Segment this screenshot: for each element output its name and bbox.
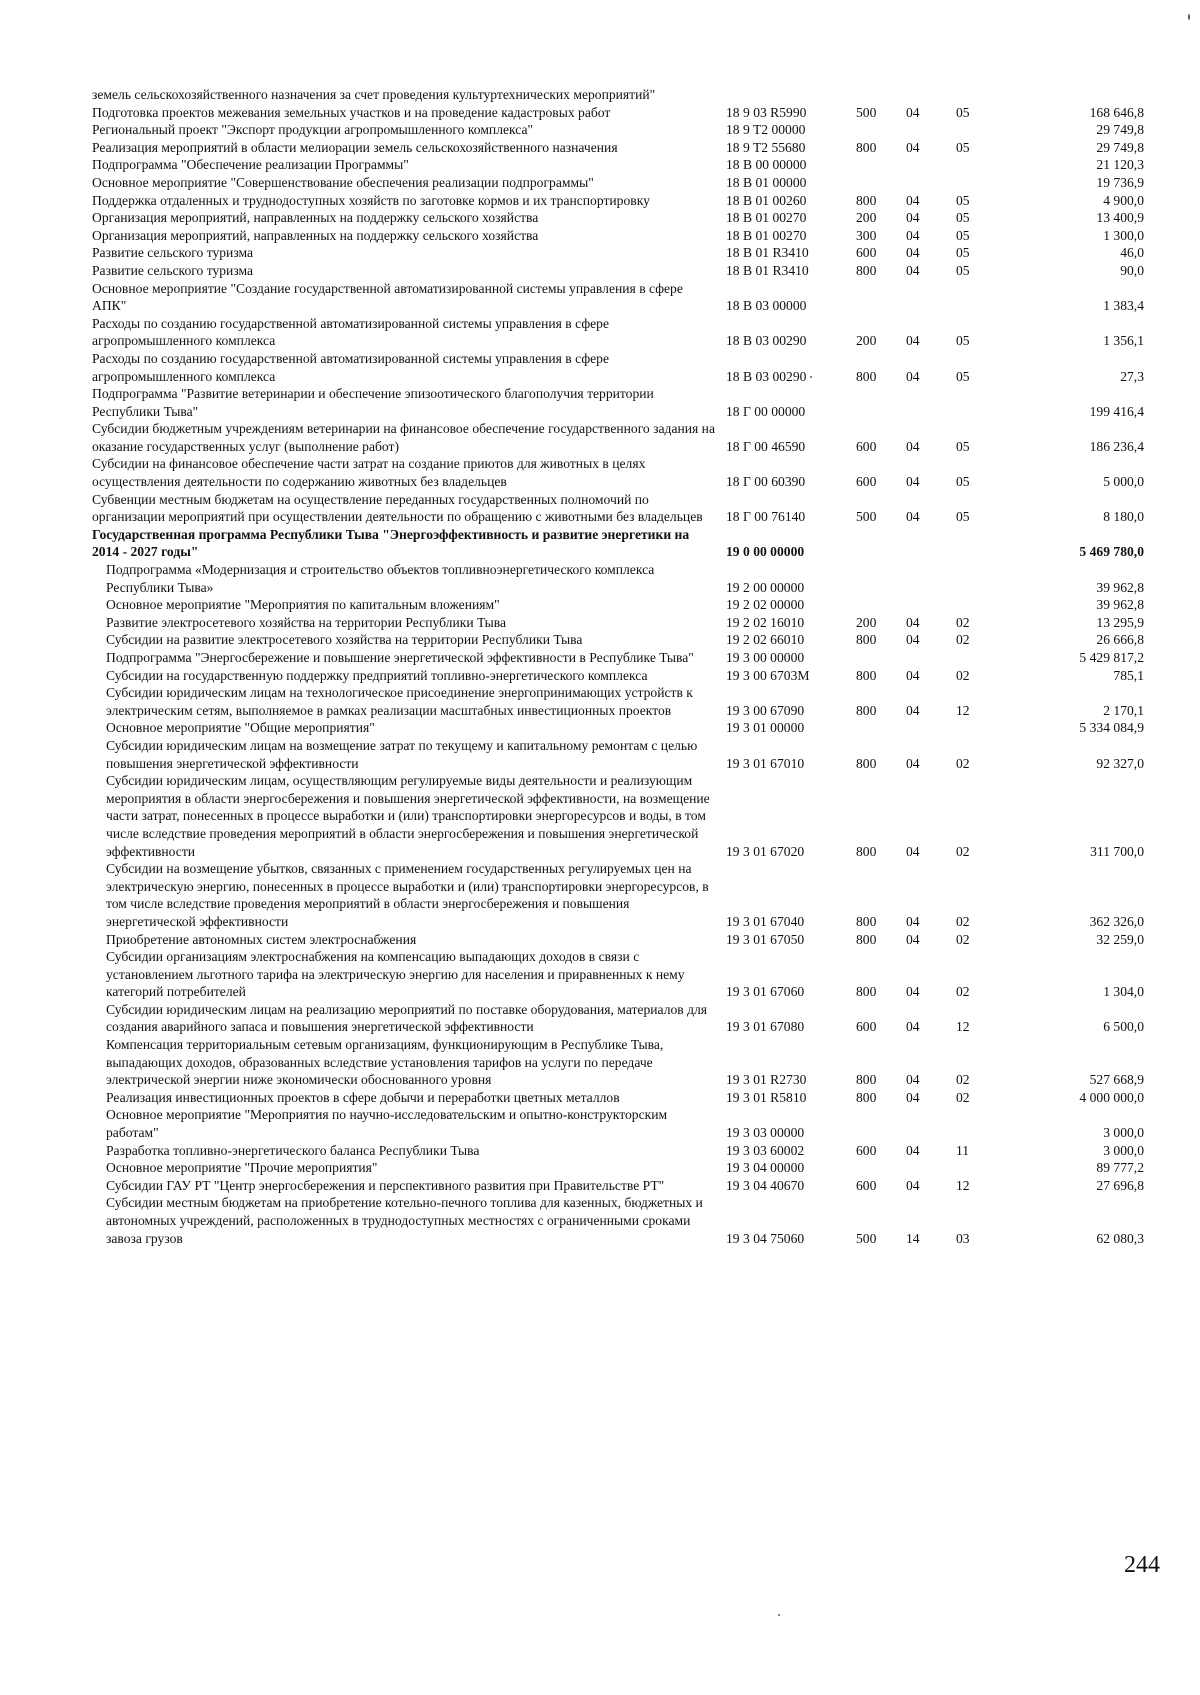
row-description: Субвенции местным бюджетам на осуществление переданных государственных полномочий по организации мероприятий при осуществлении деятельности по обращению с животными без владельцев	[92, 491, 703, 525]
row-amount: 92 327,0	[1096, 755, 1144, 771]
row-description: Подпрограмма "Энергосбережение и повышение энергетической эффективности в Республике Тыва"	[106, 650, 694, 665]
table-row	[92, 1194, 1144, 1247]
row-expense-type: 800	[856, 632, 877, 648]
row-description: Субсидии юридическим лицам, осуществляющим регулируемые виды деятельности и реализующим мероприятия в области энергосбережения и повышения энергетической эффективности, на возмещение части затрат, понесенных в процессе выработки и (или) транспортировки энергоресурсов и воды, в том числе вследствие проведения мероприятий в области энергосбережения и повышения энергетической эффективности	[106, 773, 710, 859]
row-target-code: 18 B 00 00000	[726, 157, 807, 173]
row-expense-type: 800	[856, 755, 877, 771]
row-section	[906, 561, 956, 596]
table-row	[92, 86, 1144, 104]
row-expense-type	[856, 86, 906, 104]
row-expense-type: 800	[856, 368, 877, 384]
row-expense-type: 200	[856, 614, 877, 630]
row-subsection: 02	[956, 632, 970, 648]
row-description: Субсидии юридическим лицам на реализацию мероприятий по поставке оборудования, материалов для создания аварийного запаса и повышения энергетической эффективности	[106, 1001, 708, 1035]
row-subsection: 12	[956, 702, 970, 718]
row-expense-type: 800	[856, 667, 877, 683]
row-subsection: 05	[956, 474, 970, 490]
row-expense-type	[856, 561, 906, 596]
row-expense-type: 200	[856, 333, 877, 349]
row-description: Компенсация территориальным сетевым организациям, функционирующим в Республике Тыва, выпадающих доходов, образованных вследствие установления тарифов на услуги по передаче электрической энергии ниже экономически обоснованного уровня	[106, 1037, 664, 1088]
row-target-code: 19 3 01 67060	[726, 984, 805, 1000]
row-description: Субсидии на возмещение убытков, связанных с применением государственных регулируемых цен на электрическую энергию, понесенных в процессе выработки и (или) транспортировки энергоресурсов, в том числе вследствие проведения мероприятий в области энергосбережения и повышения энергетической эффективности	[106, 861, 709, 929]
table-row	[92, 420, 1144, 455]
table-row	[92, 244, 1144, 262]
scan-speck	[778, 1614, 780, 1616]
table-row	[92, 526, 1144, 561]
table-row	[92, 121, 1144, 139]
row-subsection: 05	[956, 192, 970, 208]
row-expense-type: 800	[856, 931, 877, 947]
row-section	[906, 385, 956, 420]
row-target-code: 19 3 01 67010	[726, 755, 805, 771]
row-amount: 19 736,9	[1096, 174, 1144, 190]
row-amount: 2 170,1	[1103, 702, 1144, 718]
row-target-code	[726, 86, 856, 104]
row-description: Региональный проект "Экспорт продукции агропромышленного комплекса"	[92, 122, 534, 138]
row-target-code: 18 9 03 R5990	[726, 104, 807, 120]
row-target-code: 18 9 T2 55680	[726, 139, 806, 155]
table-row	[92, 262, 1144, 280]
row-description: Подготовка проектов межевания земельных участков и на проведение кадастровых работ	[92, 104, 611, 120]
row-subsection: 02	[956, 614, 970, 630]
row-section: 14	[906, 1230, 920, 1246]
row-expense-type: 600	[856, 245, 877, 261]
row-expense-type: 800	[856, 139, 877, 155]
row-subsection	[956, 121, 1024, 139]
table-row	[92, 280, 1144, 315]
table-row	[92, 860, 1144, 930]
row-expense-type: 500	[856, 1230, 877, 1246]
row-description: Развитие сельского туризма	[92, 262, 254, 278]
row-target-code: 18 B 03 00290	[726, 368, 807, 384]
table-row	[92, 931, 1144, 949]
row-subsection: 02	[956, 1072, 970, 1088]
row-expense-type: 300	[856, 227, 877, 243]
table-row	[92, 315, 1144, 350]
row-description: Субсидии юридическим лицам на технологическое присоединение энергопринимающих устройств к электрическим сетям, выполняемое в рамках реализации масштабных инвестиционных проектов	[106, 685, 693, 718]
row-target-code: 18 Г 00 60390	[726, 474, 806, 490]
row-section: 04	[906, 368, 920, 384]
row-subsection: 05	[956, 210, 970, 226]
row-description: Организация мероприятий, направленных на поддержку сельского хозяйства	[92, 227, 539, 243]
row-description: Расходы по созданию государственной автоматизированной системы управления в сфере агропромышленного комплекса	[92, 315, 609, 349]
row-target-code: 19 3 01 00000	[726, 720, 805, 736]
row-subsection: 05	[956, 509, 970, 525]
row-subsection: 11	[956, 1142, 970, 1158]
table-row	[92, 1106, 1144, 1141]
row-section: 04	[906, 984, 920, 1000]
row-description: Субсидии на развитие электросетевого хозяйства на территории Республики Тыва	[106, 632, 583, 648]
row-amount: 6 500,0	[1103, 1019, 1144, 1035]
row-expense-type	[856, 1159, 906, 1177]
table-row	[92, 1001, 1144, 1036]
row-section: 04	[906, 474, 920, 490]
row-amount: 13 295,9	[1096, 614, 1144, 630]
row-description: Субсидии на государственную поддержку предприятий топливно-энергетического комплекса	[106, 667, 648, 683]
row-expense-type: 800	[856, 262, 877, 278]
table-row	[92, 156, 1144, 174]
row-target-code: 19 3 01 67040	[726, 913, 805, 929]
row-section: 04	[906, 192, 920, 208]
row-amount: 26 666,8	[1096, 632, 1144, 648]
row-expense-type	[856, 1106, 906, 1141]
row-amount: 21 120,3	[1096, 157, 1144, 173]
row-subsection: 05	[956, 227, 970, 243]
row-expense-type: 200	[856, 210, 877, 226]
row-subsection: 02	[956, 843, 970, 859]
row-subsection: 02	[956, 931, 970, 947]
row-target-code: 19 2 02 66010	[726, 632, 805, 648]
row-target-code: 18 B 03 00000	[726, 298, 807, 314]
row-amount: 5 334 084,9	[1079, 720, 1144, 736]
row-expense-type: 500	[856, 509, 877, 525]
row-section	[906, 156, 956, 174]
row-section: 04	[906, 262, 920, 278]
row-subsection	[956, 1106, 1024, 1141]
row-amount: 168 646,8	[1089, 104, 1144, 120]
row-subsection: 05	[956, 262, 970, 278]
row-amount: 29 749,8	[1096, 139, 1144, 155]
row-amount: 27 696,8	[1096, 1177, 1144, 1193]
row-target-code: 18 Г 00 46590	[726, 438, 806, 454]
row-expense-type	[856, 596, 906, 614]
row-description: Основное мероприятие "Создание государственной автоматизированной системы управления в сфере АПК"	[92, 280, 683, 314]
table-row	[92, 596, 1144, 614]
row-description: Субсидии местным бюджетам на приобретение котельно-печного топлива для казенных, бюджетных и автономных учреждений, расположенных в труднодоступных местностях с ограниченными сроками завоза грузов	[106, 1195, 703, 1246]
row-amount: 3 000,0	[1103, 1125, 1144, 1141]
table-row	[92, 1089, 1144, 1107]
row-subsection: 05	[956, 104, 970, 120]
row-amount: 29 749,8	[1096, 122, 1144, 138]
row-amount: 5 469 780,0	[1079, 544, 1144, 560]
row-section: 04	[906, 245, 920, 261]
row-amount: 785,1	[1113, 667, 1144, 683]
row-expense-type: 800	[856, 192, 877, 208]
row-description: Реализация инвестиционных проектов в сфере добычи и переработки цветных металлов	[106, 1089, 620, 1105]
row-target-code: 18 B 01 00270	[726, 227, 807, 243]
row-amount: 199 416,4	[1089, 403, 1144, 419]
row-target-code: 19 3 04 75060	[726, 1230, 805, 1246]
row-target-code: 19 3 00 00000	[726, 650, 805, 665]
row-description: Разработка топливно-энергетического баланса Республики Тыва	[106, 1142, 480, 1158]
row-expense-type: 800	[856, 984, 877, 1000]
row-section: 04	[906, 139, 920, 155]
table-row	[92, 1036, 1144, 1089]
row-expense-type: 600	[856, 474, 877, 490]
row-section: 04	[906, 227, 920, 243]
row-amount: 186 236,4	[1089, 438, 1144, 454]
row-subsection	[956, 86, 1024, 104]
row-section	[906, 719, 956, 737]
row-section	[906, 280, 956, 315]
row-section: 04	[906, 843, 920, 859]
table-row	[92, 684, 1144, 719]
row-section: 04	[906, 1089, 920, 1105]
table-row	[92, 1159, 1144, 1177]
row-subsection: 05	[956, 245, 970, 261]
row-target-code: 19 3 01 67050	[726, 931, 805, 947]
row-description: Субсидии на финансовое обеспечение части затрат на создание приютов для животных в целях осуществления деятельности по содержанию животных без владельцев	[92, 456, 646, 490]
row-amount: 90,0	[1120, 262, 1144, 278]
table-row	[92, 385, 1144, 420]
row-amount: 32 259,0	[1096, 931, 1144, 947]
row-section	[906, 121, 956, 139]
row-subsection: 02	[956, 984, 970, 1000]
row-target-code: 18 9 T2 00000	[726, 122, 806, 138]
row-target-code: 19 3 04 40670	[726, 1177, 805, 1193]
table-row	[92, 1177, 1144, 1195]
row-target-code: 18 B 01 R3410	[726, 262, 809, 278]
row-target-code: 18 B 03 00290	[726, 333, 807, 349]
row-section: 04	[906, 1019, 920, 1035]
row-description: Основное мероприятие "Прочие мероприятия"	[106, 1160, 378, 1176]
row-target-code: 19 3 01 67020	[726, 843, 805, 859]
row-description: Поддержка отдаленных и труднодоступных хозяйств по заготовке кормов и их транспортировку	[92, 192, 650, 208]
row-expense-type	[856, 719, 906, 737]
table-row	[92, 174, 1144, 192]
row-amount: 527 668,9	[1089, 1072, 1144, 1088]
budget-table	[92, 86, 1144, 1247]
row-description: Развитие электросетевого хозяйства на территории Республики Тыва	[106, 614, 507, 630]
row-section	[906, 1159, 956, 1177]
table-row	[92, 1142, 1144, 1160]
row-expense-type: 500	[856, 104, 877, 120]
row-target-code: 18 B 01 00260	[726, 192, 807, 208]
row-subsection: 02	[956, 667, 970, 683]
row-target-code: 18 B 01 R3410	[726, 245, 809, 261]
row-target-code: 19 3 03 00000	[726, 1125, 805, 1141]
row-amount: 311 700,0	[1090, 843, 1144, 859]
row-target-code: 18 Г 00 00000	[726, 403, 806, 419]
row-subsection: 12	[956, 1177, 970, 1193]
row-subsection: 05	[956, 333, 970, 349]
row-subsection	[956, 156, 1024, 174]
row-target-code: 19 2 02 16010	[726, 614, 805, 630]
table-row	[92, 948, 1144, 1001]
row-section	[906, 1106, 956, 1141]
table-row	[92, 667, 1144, 685]
row-expense-type	[856, 280, 906, 315]
row-expense-type	[856, 385, 906, 420]
row-subsection	[956, 596, 1024, 614]
row-subsection	[956, 561, 1024, 596]
row-description: Субсидии бюджетным учреждениям ветеринарии на финансовое обеспечение государственного задания на оказание государственных услуг (выполнение работ)	[92, 421, 715, 454]
row-target-code: 19 3 00 67090	[726, 702, 805, 718]
row-target-code: 19 3 01 R5810	[726, 1089, 807, 1105]
row-amount: 362 326,0	[1089, 913, 1144, 929]
row-description: Приобретение автономных систем электроснабжения	[106, 931, 417, 947]
row-section: 04	[906, 755, 920, 771]
row-section	[906, 86, 956, 104]
row-expense-type: 600	[856, 438, 877, 454]
row-amount: 1 304,0	[1103, 984, 1144, 1000]
table-row	[92, 104, 1144, 122]
row-section: 04	[906, 333, 920, 349]
row-target-code: 19 2 00 00000	[726, 579, 805, 595]
row-description: Субсидии организациям электроснабжения на компенсацию выпадающих доходов в связи с установлением льготного тарифа на электрическую энергию для населения и приравненных к нему категорий потребителей	[106, 949, 685, 1000]
table-row	[92, 192, 1144, 210]
row-expense-type: 800	[856, 702, 877, 718]
row-target-code: 19 3 04 00000	[726, 1160, 805, 1176]
table-row	[92, 649, 1144, 667]
row-section: 04	[906, 931, 920, 947]
row-description: Подпрограмма "Обеспечение реализации Программы"	[92, 157, 409, 173]
row-subsection: 02	[956, 913, 970, 929]
table-row	[92, 350, 1144, 385]
row-expense-type: 800	[856, 843, 877, 859]
row-description: Реализация мероприятий в области мелиорации земель сельскохозяйственного назначения	[92, 139, 618, 155]
table-row	[92, 631, 1144, 649]
row-subsection	[956, 1159, 1024, 1177]
row-target-code: 19 3 03 60002	[726, 1142, 805, 1158]
row-subsection: 05	[956, 139, 970, 155]
row-section	[906, 174, 956, 192]
row-description: Подпрограмма "Развитие ветеринарии и обеспечение эпизоотического благополучия территории Республики Тыва"	[92, 386, 654, 419]
row-target-code: 19 2 02 00000	[726, 597, 805, 613]
row-amount: 3 000,0	[1103, 1142, 1144, 1158]
row-target-code: 18 B 01 00000	[726, 174, 807, 190]
row-subsection: 02	[956, 755, 970, 771]
row-amount: 1 300,0	[1103, 227, 1144, 243]
row-description: Основное мероприятие "Мероприятия по капитальным вложениям"	[106, 597, 500, 613]
table-row	[92, 139, 1144, 157]
row-section	[906, 526, 956, 561]
table-row	[92, 491, 1144, 526]
row-amount: 46,0	[1120, 245, 1144, 261]
page-number: 244	[1124, 1552, 1160, 1578]
row-amount: 1 383,4	[1103, 298, 1144, 314]
row-amount: 62 080,3	[1096, 1230, 1144, 1246]
row-expense-type: 800	[856, 1072, 877, 1088]
row-subsection: 05	[956, 368, 970, 384]
row-target-code: 19 3 00 6703M	[726, 667, 810, 683]
row-subsection	[956, 174, 1024, 192]
row-target-code: 19 3 01 R2730	[726, 1072, 807, 1088]
row-section: 04	[906, 667, 920, 683]
row-amount: 4 900,0	[1103, 192, 1144, 208]
row-expense-type: 600	[856, 1177, 877, 1193]
row-description: Организация мероприятий, направленных на поддержку сельского хозяйства	[92, 210, 539, 226]
row-expense-type	[856, 174, 906, 192]
scan-speck	[1188, 14, 1190, 20]
row-target-code: 19 0 00 00000	[726, 544, 805, 560]
row-expense-type	[856, 156, 906, 174]
row-subsection	[956, 526, 1024, 561]
row-section: 04	[906, 509, 920, 525]
row-section: 04	[906, 438, 920, 454]
row-section: 04	[906, 1142, 920, 1158]
table-row	[92, 737, 1144, 772]
row-amount: 13 400,9	[1096, 210, 1144, 226]
row-description: Субсидии юридическим лицам на возмещение затрат по текущему и капитальному ремонтам с целью повышения энергетической эффективности	[106, 737, 698, 771]
row-expense-type: 800	[856, 1089, 877, 1105]
row-amount: 8 180,0	[1103, 509, 1144, 525]
row-amount: 1 356,1	[1103, 333, 1144, 349]
row-expense-type: 600	[856, 1019, 877, 1035]
row-section: 04	[906, 913, 920, 929]
row-section: 04	[906, 104, 920, 120]
row-section: 04	[906, 614, 920, 630]
row-description: земель сельскохозяйственного назначения за счет проведения культуртехнических мероприятий"	[92, 87, 656, 102]
row-description: Основное мероприятие "Мероприятия по научно-исследовательским и опытно-конструкторским работам"	[106, 1107, 668, 1141]
row-section: 04	[906, 1177, 920, 1193]
row-description: Развитие сельского туризма	[92, 245, 254, 261]
row-subsection: 02	[956, 1089, 970, 1105]
row-description: Основное мероприятие "Общие мероприятия"	[106, 720, 375, 736]
table-row	[92, 209, 1144, 227]
table-row	[92, 561, 1144, 596]
row-subsection: 03	[956, 1230, 970, 1246]
row-subsection	[956, 280, 1024, 315]
row-section: 04	[906, 632, 920, 648]
row-target-code: 18 B 01 00270	[726, 210, 807, 226]
row-expense-type	[856, 526, 906, 561]
row-amount: 4 000 000,0	[1079, 1089, 1144, 1105]
row-section: 04	[906, 210, 920, 226]
table-row	[92, 614, 1144, 632]
scan-speck	[810, 376, 812, 378]
row-amount: 5 000,0	[1103, 474, 1144, 490]
row-amount: 27,3	[1120, 368, 1144, 384]
row-description: Основное мероприятие "Совершенствование обеспечения реализации подпрограммы"	[92, 174, 594, 190]
row-amount: 39 962,8	[1096, 597, 1144, 613]
row-description: Государственная программа Республики Тыва "Энергоэффективность и развитие энергетики на 2014 - 2027 годы"	[92, 526, 690, 560]
row-subsection: 12	[956, 1019, 970, 1035]
table-row	[92, 719, 1144, 737]
row-expense-type: 800	[856, 913, 877, 929]
table-row	[92, 455, 1144, 490]
row-expense-type	[856, 121, 906, 139]
row-section	[906, 596, 956, 614]
row-amount	[1024, 86, 1144, 104]
row-description: Подпрограмма «Модернизация и строительство объектов топливноэнергетического комплекса Республики Тыва»	[106, 562, 655, 595]
row-section: 04	[906, 1072, 920, 1088]
row-expense-type	[856, 649, 906, 667]
row-amount: 39 962,8	[1096, 579, 1144, 595]
row-description: Расходы по созданию государственной автоматизированной системы управления в сфере агропромышленного комплекса	[92, 350, 609, 384]
row-amount: 89 777,2	[1096, 1160, 1144, 1176]
row-subsection	[956, 649, 1024, 667]
row-description: Субсидии ГАУ РТ "Центр энергосбережения и перспективного развития при Правительстве РТ"	[106, 1177, 665, 1193]
row-subsection	[956, 385, 1024, 420]
row-subsection: 05	[956, 438, 970, 454]
row-target-code: 19 3 01 67080	[726, 1019, 805, 1035]
row-section	[906, 649, 956, 667]
row-section: 04	[906, 702, 920, 718]
row-amount: 5 429 817,2	[1079, 650, 1144, 665]
row-target-code: 18 Г 00 76140	[726, 509, 806, 525]
table-row	[92, 772, 1144, 860]
row-subsection	[956, 719, 1024, 737]
table-row	[92, 227, 1144, 245]
row-expense-type: 600	[856, 1142, 877, 1158]
